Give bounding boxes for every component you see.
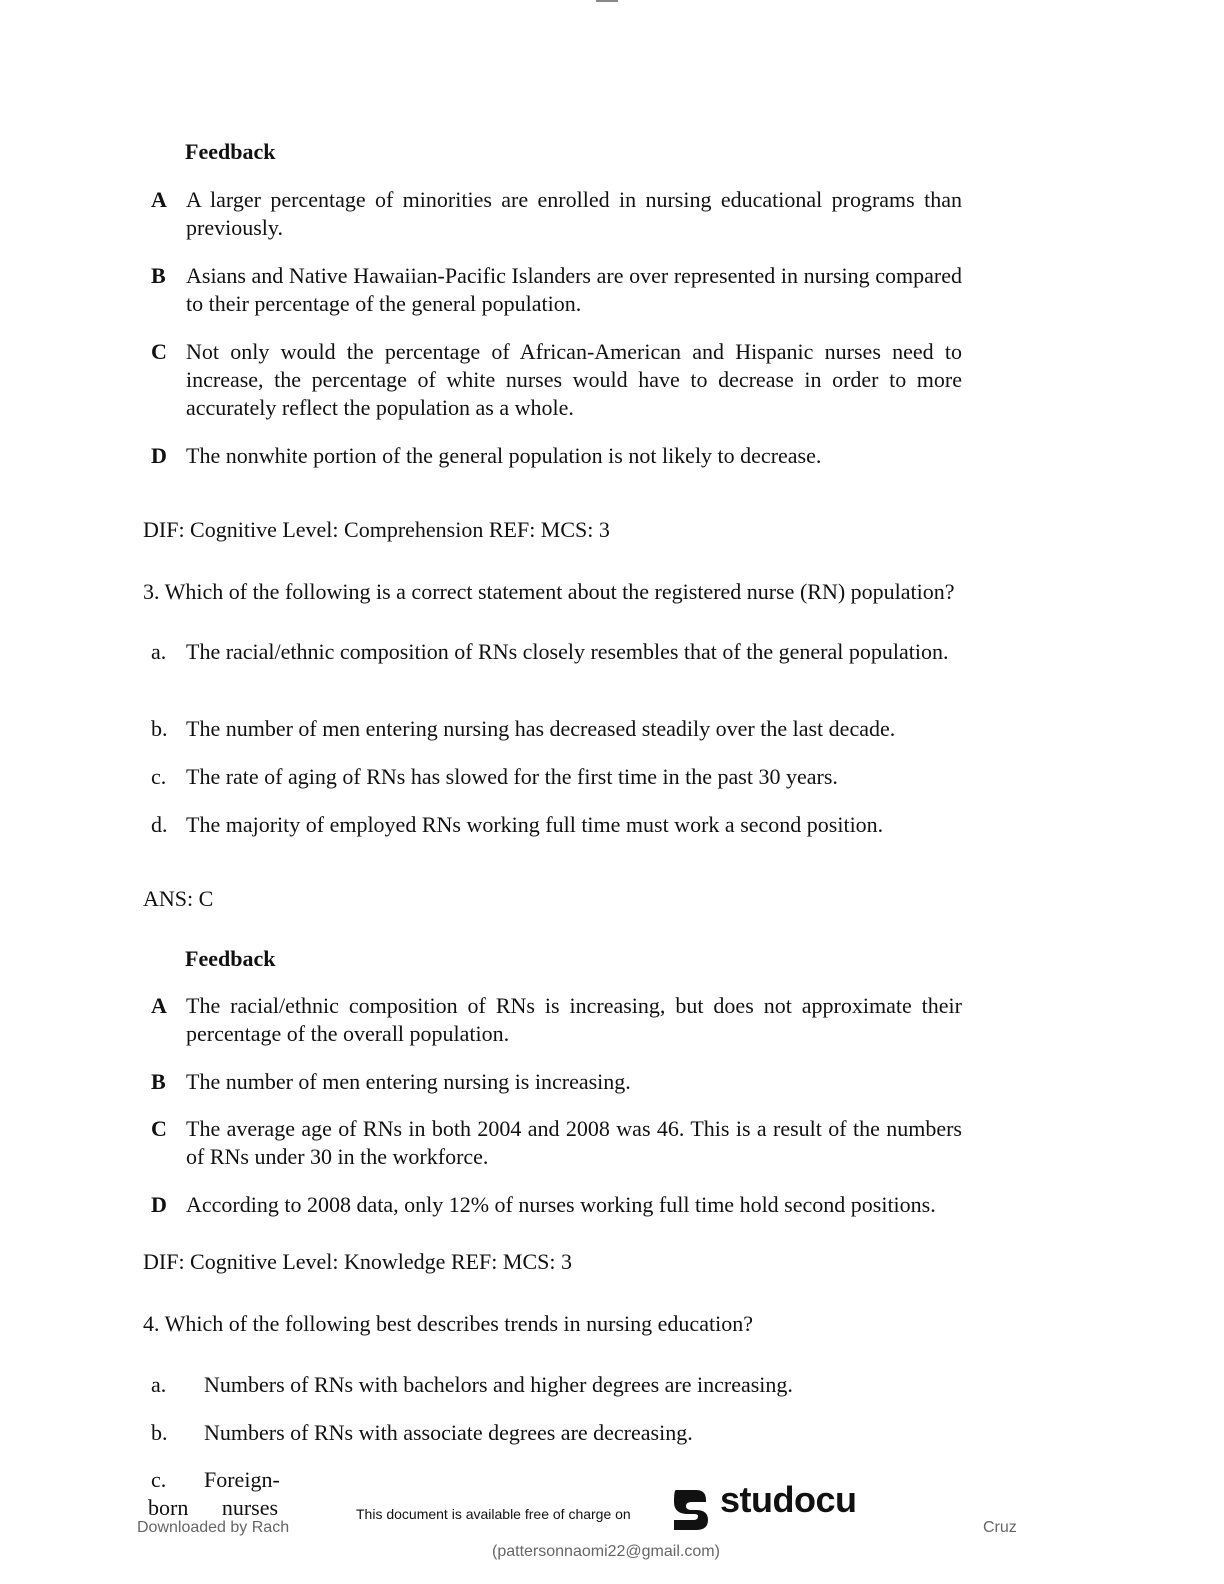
feedback-letter: D: [151, 443, 167, 468]
option-letter: a.: [151, 639, 167, 664]
dif-line: DIF: Cognitive Level: Comprehension REF: MCS: 3: [143, 517, 610, 542]
downloaded-by-text: Downloaded by Rach: [137, 1519, 290, 1536]
option-text: Numbers of RNs with bachelors and higher degrees are increasing.: [204, 1372, 793, 1397]
option-text: The number of men entering nursing has decreased steadily over the last decade.: [186, 716, 896, 741]
option-text: The racial/ethnic composition of RNs closely resembles that of the general population.: [186, 639, 949, 664]
question-text: 4. Which of the following best describes trends in nursing education?: [143, 1311, 753, 1336]
feedback-text: The average age of RNs in both 2004 and 2008 was 46. This is a result of the numbers of RNs under 30 in the workforce.: [186, 1116, 962, 1169]
studocu-wordmark[interactable]: studocu: [720, 1479, 857, 1520]
option-letter: c.: [151, 1467, 167, 1492]
dif-line: DIF: Cognitive Level: Knowledge REF: MCS: 3: [143, 1249, 572, 1274]
feedback-text: The number of men entering nursing is increasing.: [186, 1069, 631, 1094]
feedback-text: A larger percentage of minorities are enrolled in nursing educational programs than previously.: [186, 187, 962, 240]
option-text: Foreign-: [204, 1467, 280, 1492]
option-text: Numbers of RNs with associate degrees are decreasing.: [204, 1420, 693, 1445]
feedback-heading: Feedback: [185, 139, 276, 164]
option-letter: b.: [151, 1420, 168, 1445]
user-name-right: Cruz: [983, 1519, 1017, 1536]
feedback-text: Asians and Native Hawaiian-Pacific Islanders are over represented in nursing compared to their percentage of the general population.: [186, 263, 962, 316]
feedback-letter: B: [151, 1069, 166, 1094]
option-text: The majority of employed RNs working full time must work a second position.: [186, 812, 884, 837]
feedback-text: The nonwhite portion of the general population is not likely to decrease.: [186, 443, 822, 468]
feedback-text: According to 2008 data, only 12% of nurses working full time hold second positions.: [186, 1192, 936, 1217]
feedback-letter: D: [151, 1192, 167, 1217]
option-letter: b.: [151, 716, 168, 741]
page-top-mark: [596, 0, 618, 2]
feedback-letter: C: [151, 339, 167, 364]
question-text: 3. Which of the following is a correct statement about the registered nurse (RN) population?: [143, 579, 955, 604]
feedback-letter: C: [151, 1116, 167, 1141]
availability-text: This document is available free of charge on: [356, 1506, 631, 1522]
feedback-heading: Feedback: [185, 946, 276, 971]
feedback-letter: A: [151, 187, 167, 212]
feedback-letter: B: [151, 263, 166, 288]
studocu-logo-icon[interactable]: [666, 1484, 714, 1532]
option-text-continued: born nurses: [148, 1495, 279, 1520]
email-text: (pattersonnaomi22@gmail.com): [492, 1543, 720, 1560]
option-text: The rate of aging of RNs has slowed for the first time in the past 30 years.: [186, 764, 838, 789]
feedback-letter: A: [151, 993, 167, 1018]
answer-line: ANS: C: [143, 886, 214, 911]
option-letter: a.: [151, 1372, 167, 1397]
option-letter: d.: [151, 812, 168, 837]
feedback-text: Not only would the percentage of African-American and Hispanic nurses need to increase, the percentage of white nurses would have to decrease in order to more accurately reflect the population as a whole.: [186, 339, 962, 420]
option-letter: c.: [151, 764, 167, 789]
feedback-text: The racial/ethnic composition of RNs is increasing, but does not approximate their percentage of the overall population.: [186, 993, 962, 1046]
